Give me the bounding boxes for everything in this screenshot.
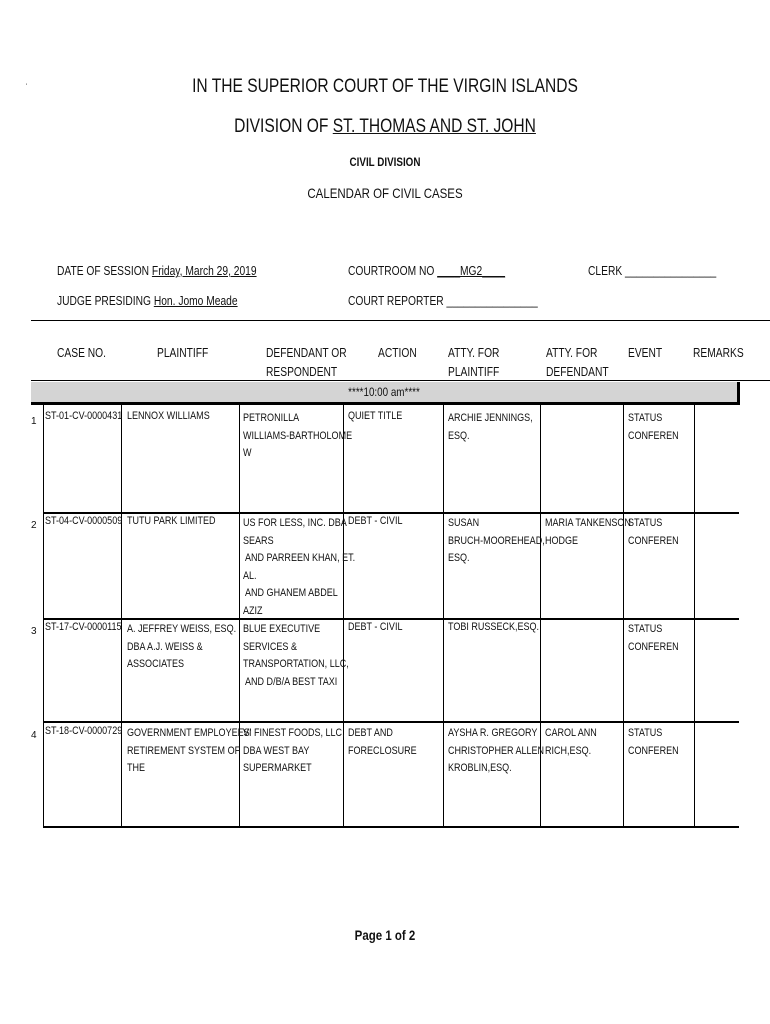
- date-of-session: [57, 264, 257, 278]
- grid-line: [694, 405, 695, 828]
- grid-line: [623, 405, 624, 828]
- time-band-label: ****10:00 am****: [348, 385, 420, 399]
- stray-mark: ': [26, 84, 28, 90]
- atty-defendant-cell: MARIA TANKENSON HODGE: [545, 517, 631, 547]
- atty-plaintiff-cell: AYSHA R. GREGORY CHRISTOPHER ALLEN KROBLIN,ESQ.: [448, 727, 545, 774]
- col-event: EVENT: [628, 346, 663, 360]
- atty-plaintiff-cell: TOBI RUSSECK,ESQ.: [448, 621, 540, 633]
- col-action: ACTION: [378, 346, 417, 360]
- col-atty-plaintiff-line1: ATTY. FOR: [448, 346, 500, 360]
- col-atty-plaintiff-line2: PLAINTIFF: [448, 365, 500, 379]
- defendant-cell: US FOR LESS, INC. DBA SEARS AND PARREEN KHAN, ET. AL. AND GHANEM ABDEL AZIZ: [243, 517, 356, 617]
- header-rule-top: [31, 320, 770, 321]
- action-cell: QUIET TITLE: [348, 410, 403, 422]
- plaintiff-cell: GOVERNMENT EMPLOYEES' RETIREMENT SYSTEM OF THE: [127, 727, 252, 774]
- col-defendant-line1: DEFENDANT OR: [266, 346, 347, 360]
- case-number: ST-17-CV-0000115: [45, 621, 122, 633]
- courtroom-value: ____MG2____: [437, 264, 506, 278]
- grid-line: [121, 405, 122, 828]
- plaintiff-cell: A. JEFFREY WEISS, ESQ. DBA A.J. WEISS & ASSOCIATES: [127, 623, 237, 670]
- grid-line: [43, 405, 44, 828]
- date-value: Friday, March 29, 2019: [151, 264, 257, 278]
- col-atty-defendant-line2: DEFENDANT: [546, 365, 609, 379]
- courtroom-label: COURTROOM NO: [348, 264, 438, 278]
- atty-defendant-cell: CAROL ANN RICH,ESQ.: [545, 727, 597, 757]
- col-remarks: REMARKS: [693, 346, 744, 360]
- civil-division-label: CIVIL DIVISION: [349, 155, 421, 169]
- courtroom-no: [348, 264, 505, 278]
- clerk-value: ________________: [625, 264, 717, 278]
- defendant-cell: PETRONILLA WILLIAMS-BARTHOLOME W: [243, 412, 353, 459]
- event-cell: STATUS CONFEREN: [628, 412, 679, 442]
- col-atty-defendant: [546, 344, 609, 382]
- date-label: DATE OF SESSION: [57, 264, 152, 278]
- reporter-label: COURT REPORTER: [348, 294, 447, 308]
- division-place: ST. THOMAS AND ST. JOHN: [332, 116, 536, 137]
- event-cell: STATUS CONFEREN: [628, 623, 679, 653]
- judge-value: Hon. Jomo Meade: [153, 294, 238, 308]
- time-band: [31, 382, 740, 405]
- division-title: [69, 116, 700, 138]
- clerk: [588, 264, 716, 278]
- plaintiff-cell: LENNOX WILLIAMS: [127, 410, 210, 422]
- defendant-cell: BLUE EXECUTIVE SERVICES & TRANSPORTATION, LLC, AND D/B/A BEST TAXI: [243, 623, 349, 688]
- event-cell: STATUS CONFEREN: [628, 727, 679, 757]
- judge-presiding: [57, 294, 238, 308]
- action-cell: DEBT AND FORECLOSURE: [348, 727, 417, 757]
- judge-label: JUDGE PRESIDING: [57, 294, 154, 308]
- court-reporter: [348, 294, 538, 308]
- clerk-label: CLERK: [588, 264, 626, 278]
- row-divider: [43, 826, 739, 828]
- action-cell: DEBT - CIVIL: [348, 515, 403, 527]
- header-rule-bottom: [31, 380, 770, 381]
- case-number: ST-04-CV-0000509: [45, 515, 123, 527]
- row-number: 4: [31, 730, 37, 741]
- action-cell: DEBT - CIVIL: [348, 621, 403, 633]
- col-atty-plaintiff: [448, 344, 499, 382]
- col-defendant-line2: RESPONDENT: [266, 365, 338, 379]
- row-number: 1: [31, 416, 37, 427]
- reporter-value: ________________: [446, 294, 538, 308]
- case-number: ST-01-CV-0000431: [45, 410, 123, 422]
- division-prefix: DIVISION OF: [234, 116, 333, 137]
- page-number: Page 1 of 2: [354, 927, 416, 943]
- case-number: ST-18-CV-0000729: [45, 725, 123, 737]
- plaintiff-cell: TUTU PARK LIMITED: [127, 515, 216, 527]
- col-plaintiff: PLAINTIFF: [157, 346, 209, 360]
- grid-line: [443, 405, 444, 828]
- row-number: 2: [31, 520, 37, 531]
- row-divider: [43, 721, 739, 723]
- event-cell: STATUS CONFEREN: [628, 517, 679, 547]
- atty-plaintiff-cell: SUSAN BRUCH-MOOREHEAD, ESQ.: [448, 517, 545, 564]
- col-case-no: CASE NO.: [57, 346, 106, 360]
- defendant-cell: VI FINEST FOODS, LLC, DBA WEST BAY SUPERMARKET: [243, 727, 345, 774]
- atty-plaintiff-cell: ARCHIE JENNINGS, ESQ.: [448, 412, 533, 442]
- calendar-title: CALENDAR OF CIVIL CASES: [307, 185, 463, 201]
- court-title: IN THE SUPERIOR COURT OF THE VIRGIN ISLANDS: [192, 76, 578, 97]
- row-number: 3: [31, 626, 37, 637]
- col-atty-defendant-line1: ATTY. FOR: [546, 346, 598, 360]
- col-defendant: [266, 344, 347, 382]
